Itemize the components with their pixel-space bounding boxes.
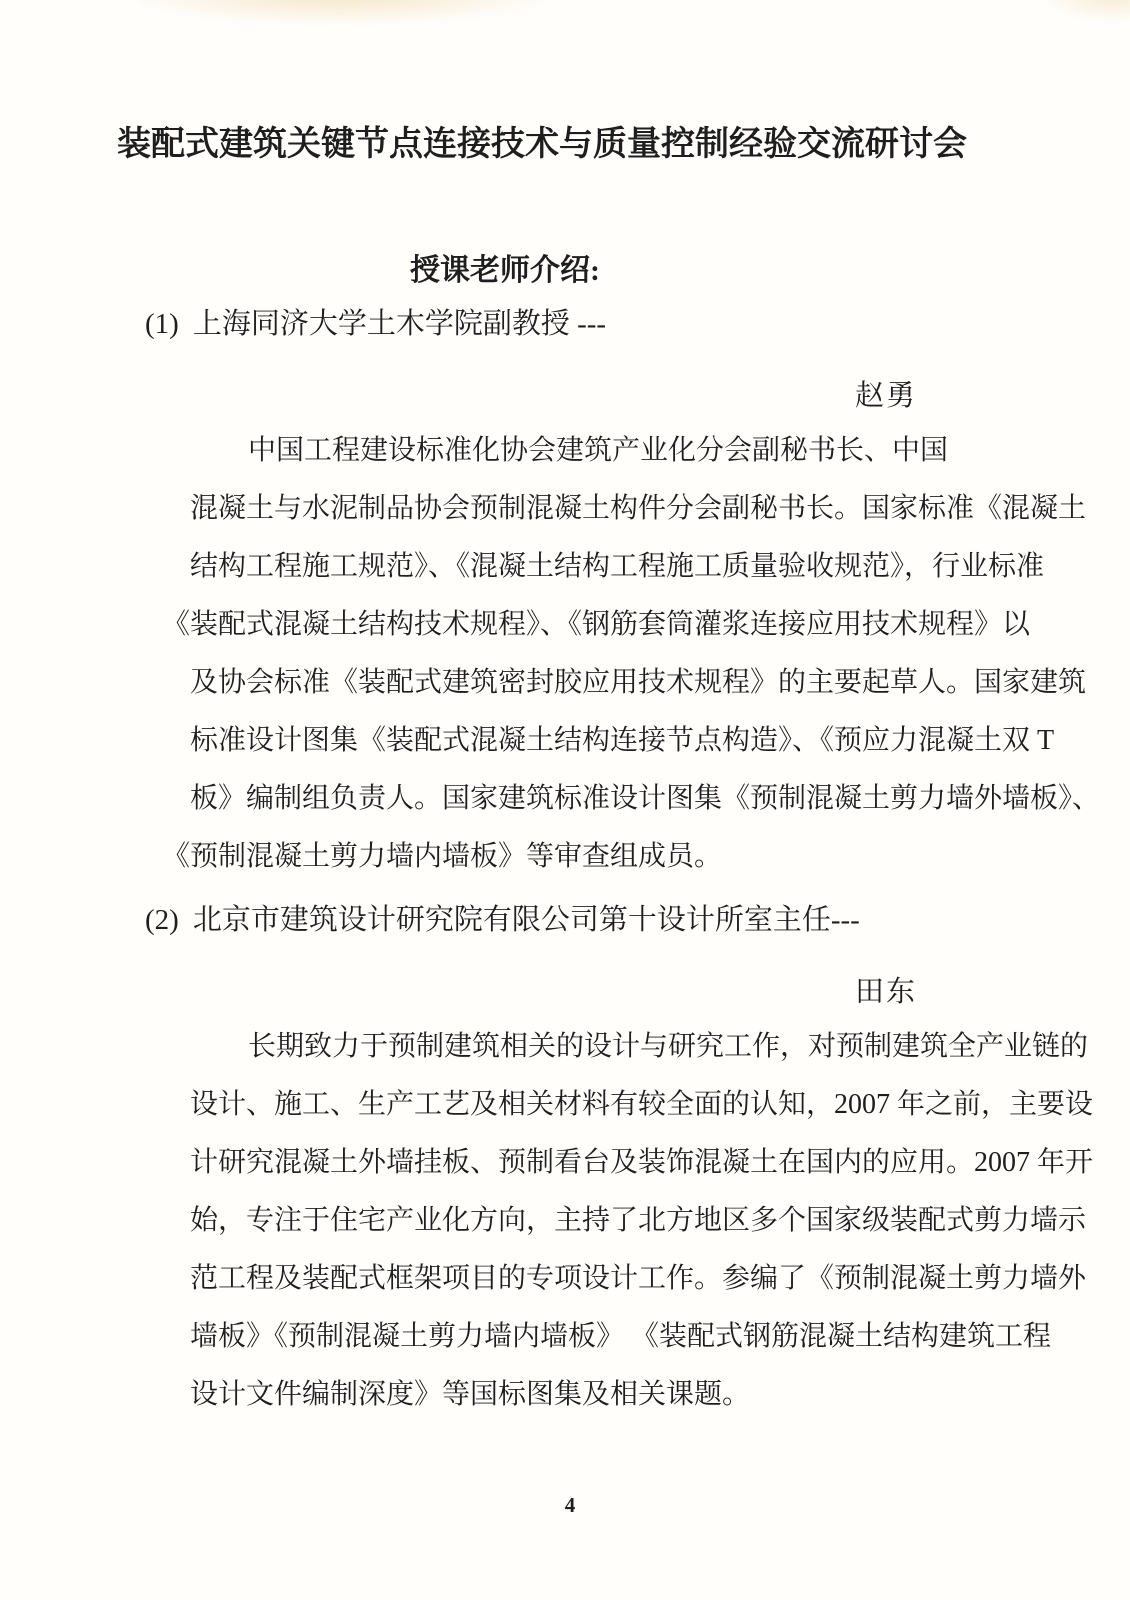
- teacher-heading: [0, 900, 1130, 940]
- teacher-bio: [0, 1018, 1130, 1424]
- bio-line: 设计、施工、生产工艺及相关材料有较全面的认知，2007 年之前，主要设: [190, 1089, 1094, 1120]
- teacher-name: 田东: [855, 976, 918, 1008]
- bio-line: 《预制混凝土剪力墙内墙板》等审查组成员。: [162, 841, 723, 872]
- bio-line: 结构工程施工规范》、《混凝土结构工程施工质量验收规范》，行业标准: [190, 551, 1045, 582]
- bio-line: 中国工程建设标准化协会建筑产业化分会副秘书长、中国: [248, 435, 949, 466]
- bio-line: 长期致力于预制建筑相关的设计与研究工作，对预制建筑全产业链的: [248, 1031, 1089, 1062]
- bio-line: 及协会标准《装配式建筑密封胶应用技术规程》的主要起草人。国家建筑: [190, 667, 1087, 698]
- teacher-heading: [0, 304, 1130, 344]
- section-heading: 授课老师介绍:: [410, 254, 600, 287]
- bio-line: 墙板》《预制混凝土剪力墙内墙板》 《装配式钢筋混凝土结构建筑工程: [190, 1321, 1052, 1352]
- bio-line: 始，专注于住宅产业化方向，主持了北方地区多个国家级装配式剪力墙示: [190, 1205, 1087, 1236]
- bio-line: 板》编制组负责人。国家建筑标准设计图集《预制混凝土剪力墙外墙板》、: [190, 783, 1101, 814]
- teacher-bio: [0, 422, 1130, 886]
- bio-line: 范工程及装配式框架项目的专项设计工作。参编了《预制混凝土剪力墙外: [190, 1263, 1087, 1294]
- teacher-list: [0, 304, 1130, 1424]
- bio-line: 《装配式混凝土结构技术规程》、《钢筋套筒灌浆连接应用技术规程》以: [162, 609, 1031, 640]
- teacher-title-text: 北京市建筑设计研究院有限公司第十设计所室主任---: [192, 904, 860, 936]
- page-number: 4: [564, 1493, 576, 1517]
- bio-line: 计研究混凝土外墙挂板、预制看台及装饰混凝土在国内的应用。2007 年开: [190, 1147, 1094, 1178]
- bio-line: 设计文件编制深度》等国标图集及相关课题。: [190, 1379, 751, 1410]
- item-number-label: (1): [145, 308, 179, 340]
- teacher-item: [0, 900, 1130, 1424]
- teacher-title-text: 上海同济大学土木学院副教授 ---: [192, 308, 607, 340]
- teacher-item: [0, 304, 1130, 886]
- teacher-name: 赵勇: [855, 380, 918, 412]
- page-title: 装配式建筑关键节点连接技术与质量控制经验交流研讨会: [117, 126, 967, 163]
- item-number-label: (2): [145, 904, 179, 936]
- bio-line: 标准设计图集《装配式混凝土结构连接节点构造》、《预应力混凝土双 T: [190, 725, 1055, 756]
- bio-line: 混凝土与水泥制品协会预制混凝土构件分会副秘书长。国家标准《混凝土: [190, 493, 1087, 524]
